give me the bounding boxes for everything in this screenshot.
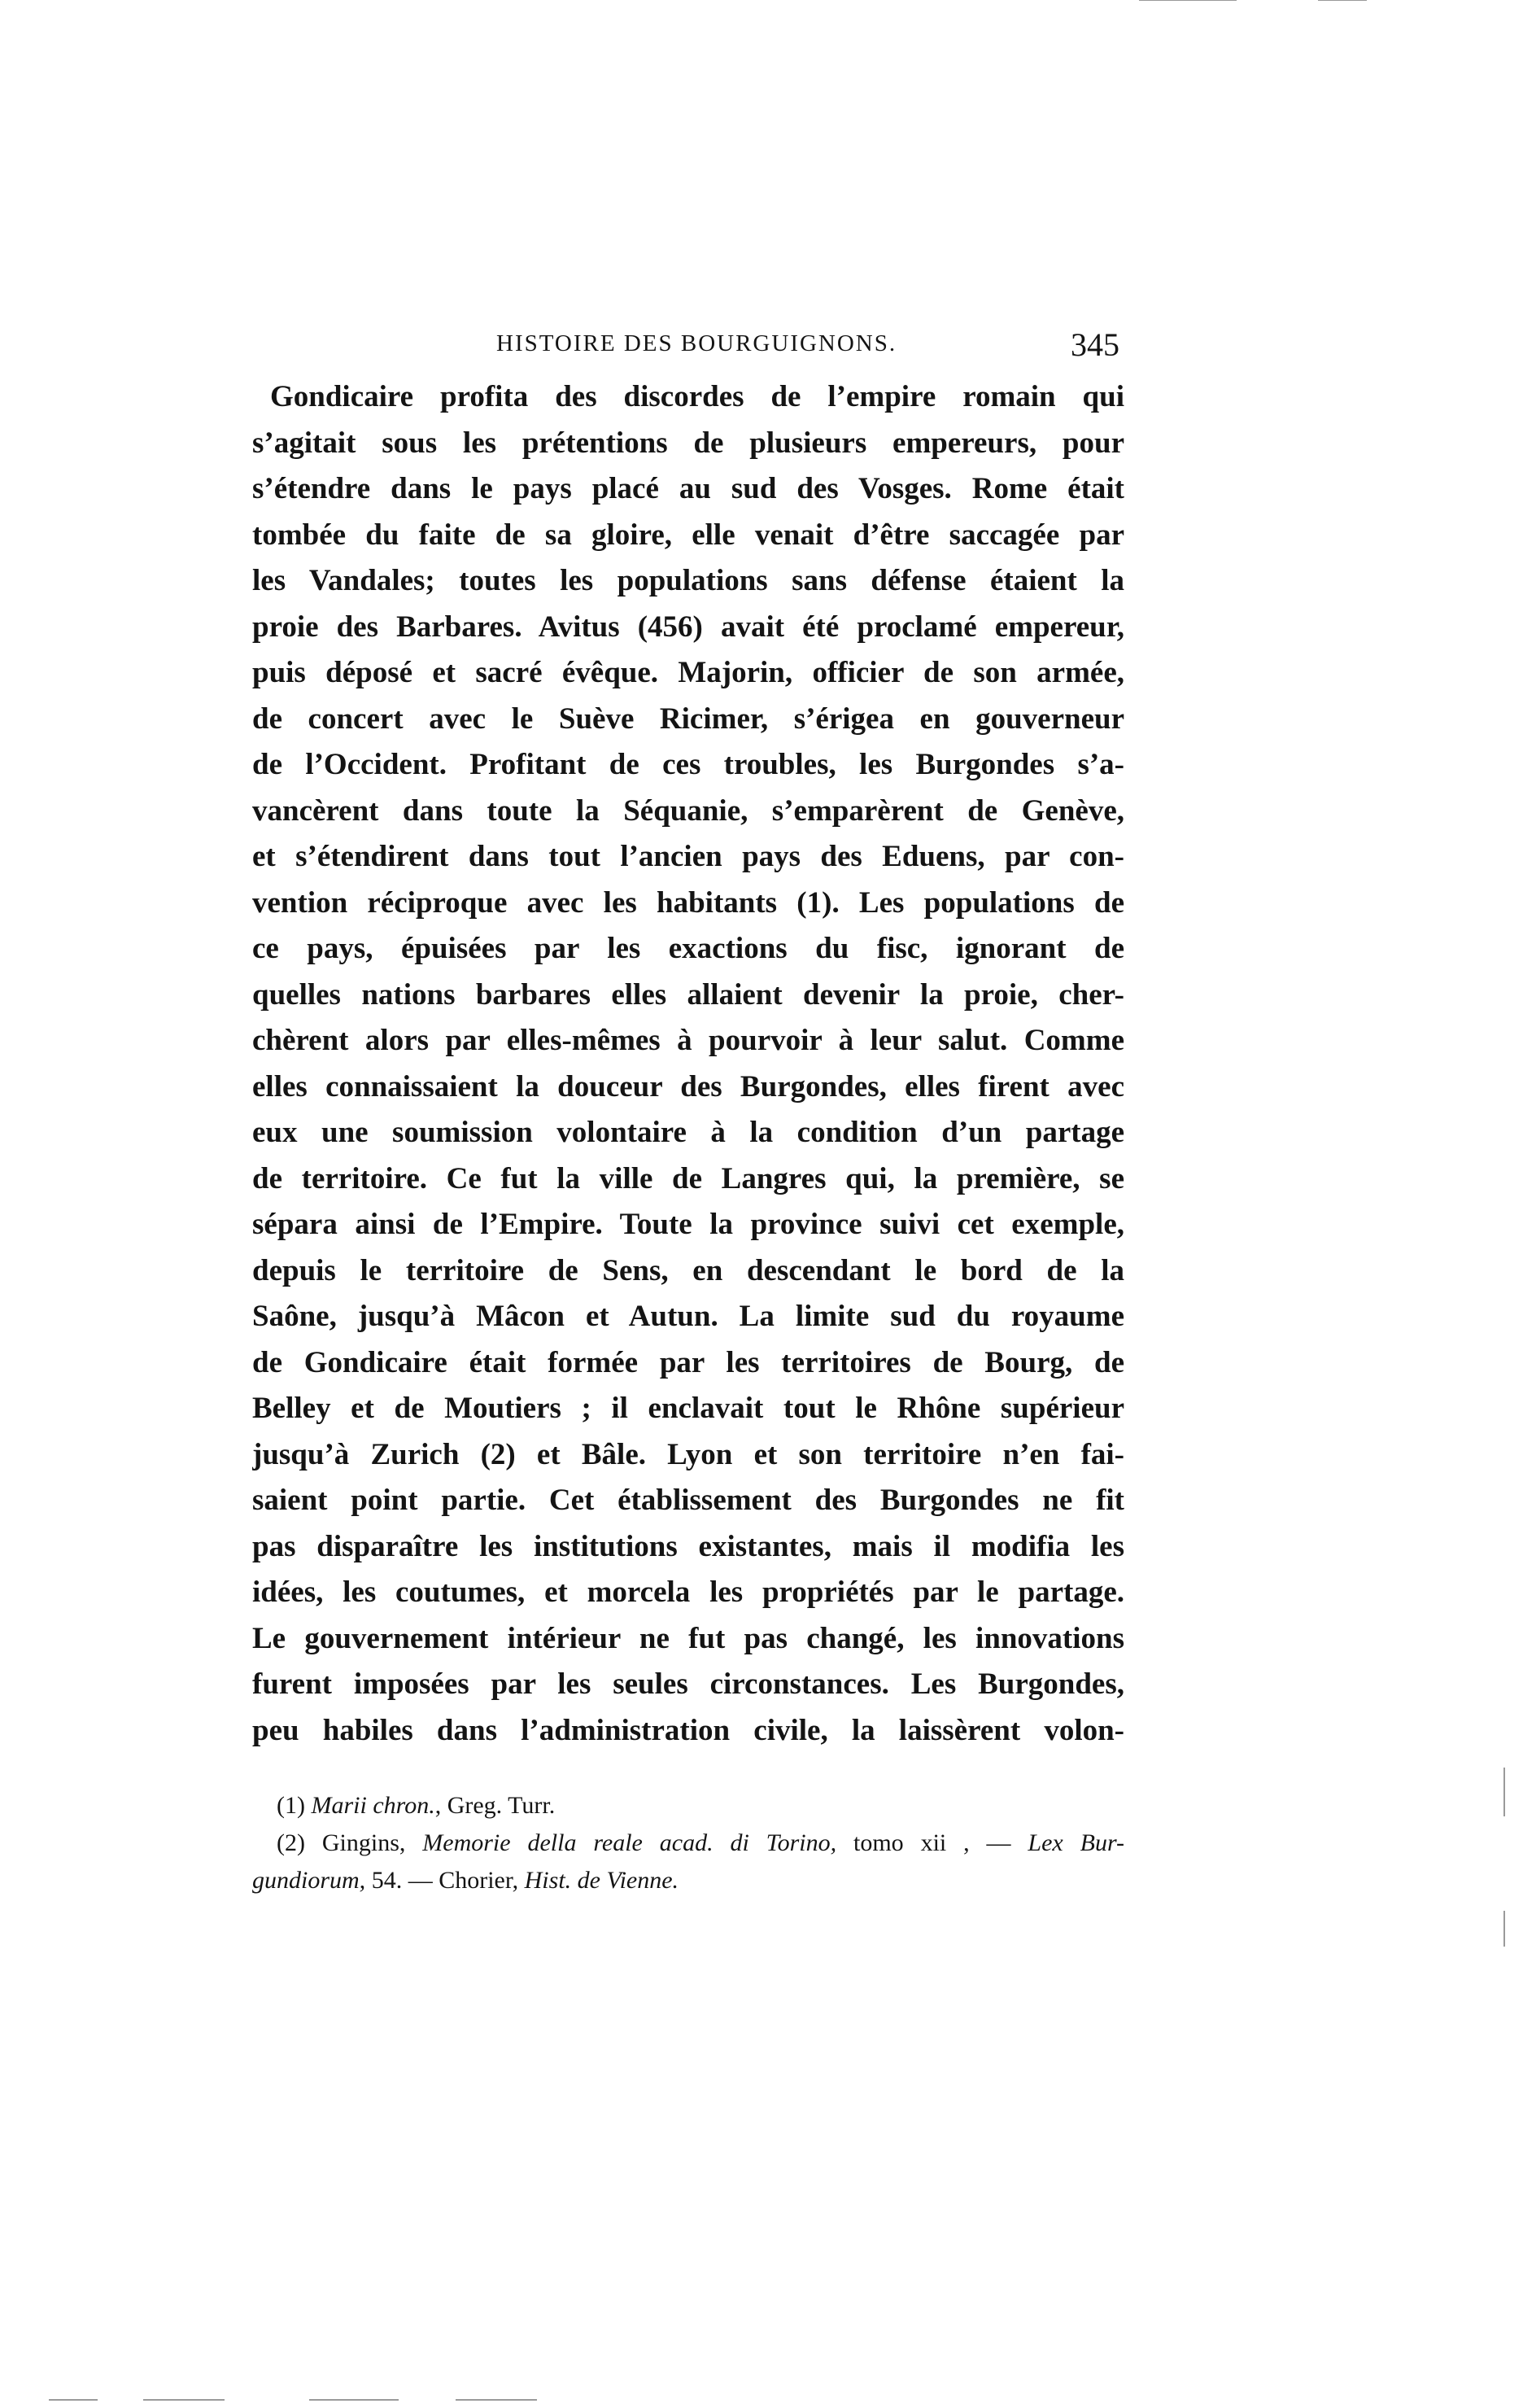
- text-line: furent imposées par les seules circonstances. Les Burgondes,: [252, 1667, 1124, 1701]
- footnote-volume: tomo xii ,: [853, 1829, 970, 1856]
- footnote-2: [252, 1825, 1124, 1862]
- text-line: de territoire. Ce fut la ville de Langres qui, la première, se: [252, 1161, 1124, 1195]
- footnote-lex: Lex Bur-: [1028, 1829, 1124, 1856]
- scan-edge-mark: [143, 2399, 225, 2401]
- text-line: vention réciproque avec les habitants (1). Les populations de: [252, 885, 1124, 920]
- text-line: vancèrent dans toute la Séquanie, s’emparèrent de Genève,: [252, 793, 1124, 828]
- footnote-marker: (2): [277, 1829, 305, 1856]
- text-line: de concert avec le Suève Ricimer, s’érigea en gouverneur: [252, 701, 1124, 736]
- text-line: elles connaissaient la douceur des Burgondes, elles firent avec: [252, 1069, 1124, 1103]
- page-number: 345: [1071, 326, 1119, 363]
- text-line: eux une soumission volontaire à la condition d’un partage: [252, 1116, 1124, 1149]
- footnote-lex: gundiorum,: [252, 1867, 366, 1894]
- footnote-2-continued: [252, 1862, 1124, 1899]
- text-line: proie des Barbares. Avitus (456) avait été proclamé empereur,: [252, 610, 1124, 644]
- footnote-title: Marii chron.: [311, 1792, 435, 1819]
- footnote-1: [252, 1787, 1124, 1825]
- text-line: peu habiles dans l’administration civile, la laissèrent volon-: [252, 1713, 1124, 1747]
- scan-edge-mark: [1503, 1911, 1505, 1947]
- text-line: quelles nations barbares elles allaient devenir la proie, cher-: [252, 977, 1124, 1012]
- running-title: HISTOIRE DES BOURGUIGNONS.: [496, 330, 897, 356]
- footnotes: [252, 1787, 1124, 1899]
- text-line: depuis le territoire de Sens, en descendant le bord de la: [252, 1253, 1124, 1287]
- text-line: saient point partie. Cet établissement des Burgondes ne fit: [252, 1484, 1124, 1517]
- scan-edge-mark: [1139, 0, 1237, 1]
- text-line: sépara ainsi de l’Empire. Toute la province suivi cet exemple,: [252, 1208, 1124, 1241]
- footnote-author: Gingins,: [321, 1829, 406, 1856]
- text-line: de Gondicaire était formée par les territoires de Bourg, de: [252, 1345, 1124, 1379]
- text-line: puis déposé et sacré évêque. Majorin, officier de son armée,: [252, 656, 1124, 689]
- footnote-dash: —: [986, 1829, 1011, 1856]
- footnote-text: , Greg. Turr.: [434, 1792, 556, 1819]
- text-line: idées, les coutumes, et morcela les propriétés par le partage.: [252, 1575, 1124, 1609]
- text-line: Belley et de Moutiers ; il enclavait tout le Rhône supérieur: [252, 1392, 1124, 1425]
- footnote-author: Chorier,: [439, 1867, 519, 1894]
- text-line: pas disparaître les institutions existantes, mais il modifia les: [252, 1529, 1124, 1563]
- scan-edge-mark: [1318, 0, 1367, 1]
- scan-edge-mark: [49, 2399, 98, 2401]
- footnote-dash: —: [408, 1867, 433, 1894]
- text-line: Le gouvernement intérieur ne fut pas changé, les innovations: [252, 1621, 1124, 1655]
- running-head: [252, 326, 1124, 371]
- text-line: Saône, jusqu’à Mâcon et Autun. La limite sud du royaume: [252, 1300, 1124, 1333]
- body-paragraph: [252, 374, 1124, 1754]
- text-line: Gondicaire profita des discordes de l’empire romain qui: [270, 380, 1124, 413]
- text-line: et s’étendirent dans tout l’ancien pays des Eduens, par con-: [252, 840, 1124, 873]
- text-line: s’agitait sous les prétentions de plusieurs empereurs, pour: [252, 426, 1124, 460]
- text-line: tombée du faite de sa gloire, elle venait d’être saccagée par: [252, 518, 1124, 552]
- text-line: les Vandales; toutes les populations sans défense étaient la: [252, 564, 1124, 597]
- text-line: chèrent alors par elles-mêmes à pourvoir à leur salut. Comme: [252, 1024, 1124, 1057]
- scan-edge-mark: [1503, 1768, 1505, 1816]
- text-line: ce pays, épuisées par les exactions du fisc, ignorant de: [252, 932, 1124, 965]
- footnote-work: Hist. de Vienne.: [524, 1867, 679, 1894]
- text-line: jusqu’à Zurich (2) et Bâle. Lyon et son territoire n’en fai-: [252, 1437, 1124, 1471]
- scan-edge-mark: [456, 2399, 537, 2401]
- footnote-work: Memorie della reale acad. di Torino,: [422, 1829, 837, 1856]
- text-line: s’étendre dans le pays placé au sud des Vosges. Rome était: [252, 472, 1124, 505]
- text-line: de l’Occident. Profitant de ces troubles, les Burgondes s’a-: [252, 748, 1124, 781]
- scan-edge-mark: [309, 2399, 399, 2401]
- footnote-marker: (1): [277, 1792, 305, 1819]
- footnote-section: 54.: [371, 1867, 403, 1894]
